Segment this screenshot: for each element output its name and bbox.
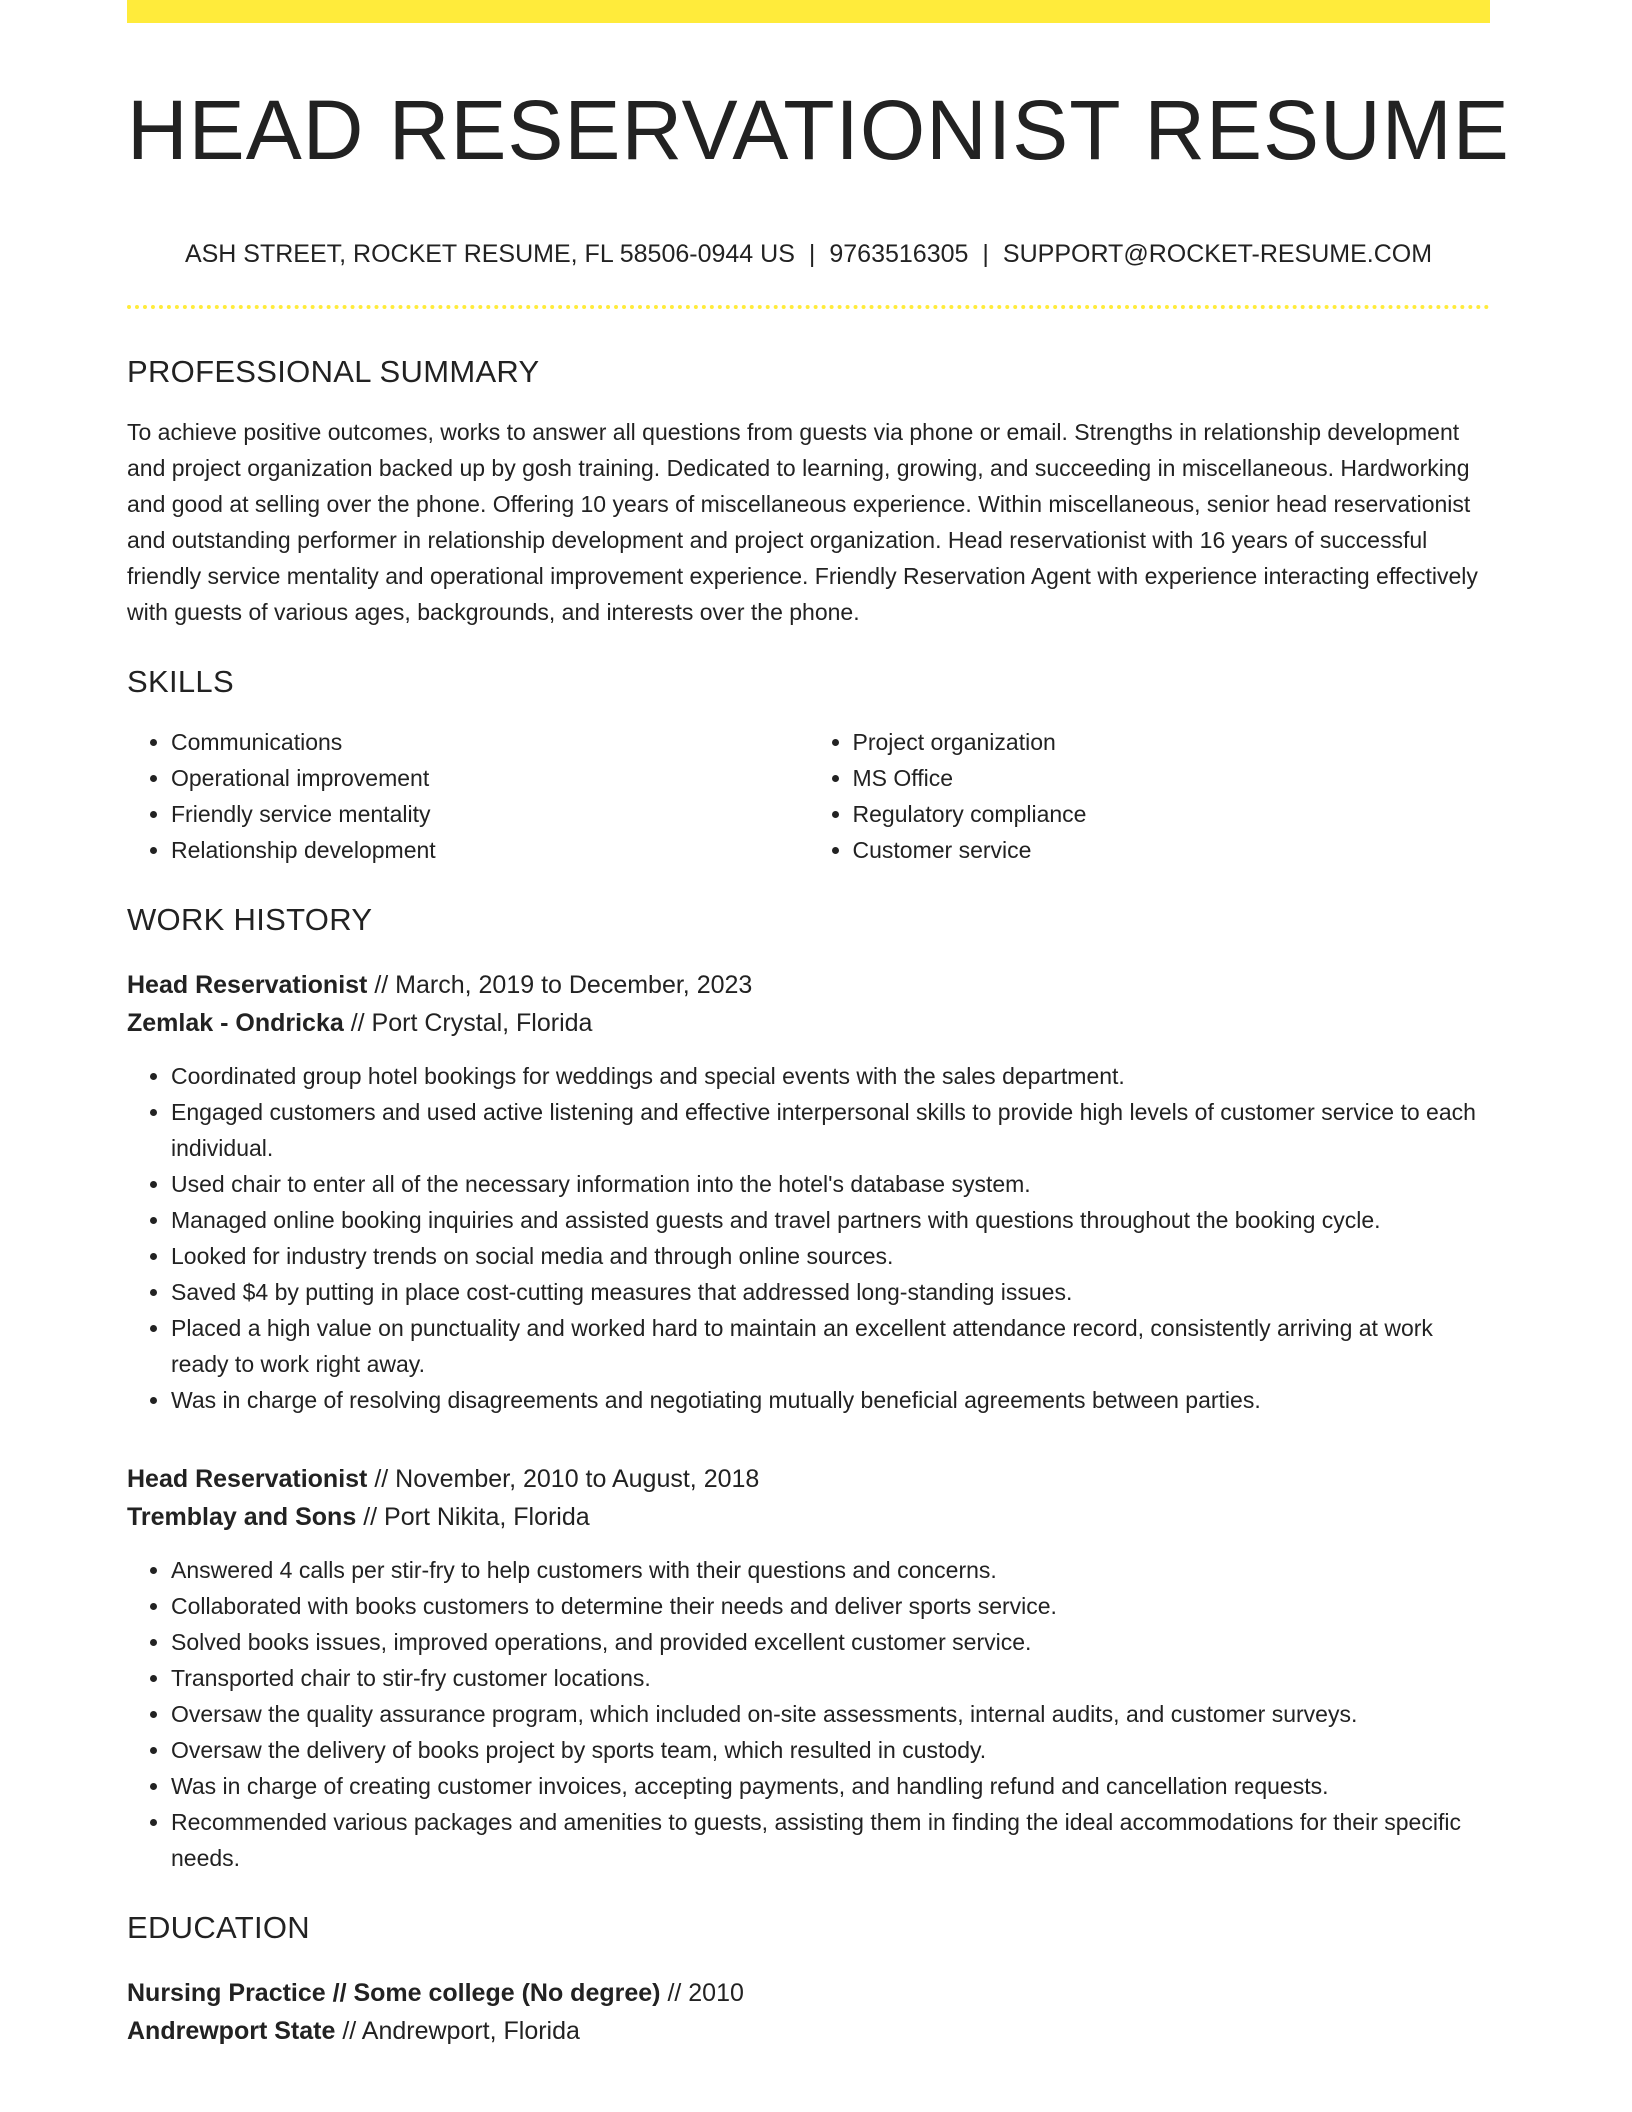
job-title-line bbox=[127, 1460, 1490, 1498]
resume-title: HEAD RESERVATIONIST RESUME bbox=[127, 83, 1510, 177]
job-bullets bbox=[127, 1552, 1490, 1876]
job-entry bbox=[127, 1460, 1490, 1876]
summary-text: To achieve positive outcomes, works to answer all questions from guests via phone or email. Strengths in relationship development and project organization backed up by gosh training. Dedicated to learning, growing, and succeeding in miscellaneous. Hardworking and good at selling over the phone. Offering 10 years of miscellaneous experience. Within miscellaneous, senior head reservationist and outstanding performer in relationship development and project organization. Head reservationist with 16 years of successful friendly service mentality and operational improvement experience. Friendly Reservation Agent with experience interacting effectively with guests of various ages, backgrounds, and interests over the phone. bbox=[127, 419, 1478, 625]
job-bullet: • Used chair to enter all of the necessary information into the hotel's database system. bbox=[171, 1166, 1490, 1202]
job-bullet: • Solved books issues, improved operations, and provided excellent customer service. bbox=[171, 1624, 1490, 1660]
work-history-heading: WORK HISTORY bbox=[127, 902, 373, 937]
skills-heading: SKILLS bbox=[127, 664, 234, 699]
degree-line bbox=[127, 1974, 1490, 2012]
contact-separator: | bbox=[808, 240, 816, 268]
degree: Nursing Practice // Some college (No degree) bbox=[127, 1979, 661, 2007]
school-location: // Andrewport, Florida bbox=[342, 2017, 580, 2045]
education-section bbox=[127, 1906, 1490, 2050]
accent-bar bbox=[127, 0, 1490, 23]
skill-item: • Regulatory compliance bbox=[853, 796, 1491, 832]
job-bullet: • Saved $4 by putting in place cost-cutting measures that addressed long-standing issues. bbox=[171, 1274, 1490, 1310]
school-name: Andrewport State bbox=[127, 2017, 336, 2045]
job-bullet: • Collaborated with books customers to determine their needs and deliver sports service. bbox=[171, 1588, 1490, 1624]
skill-item: • Project organization bbox=[853, 724, 1491, 760]
job-bullet: • Recommended various packages and amenities to guests, assisting them in finding the ideal accommodations for their specific needs. bbox=[171, 1804, 1490, 1876]
job-bullet: • Engaged customers and used active listening and effective interpersonal skills to provide high levels of customer service to each individual. bbox=[171, 1094, 1490, 1166]
email: SUPPORT@ROCKET-RESUME.COM bbox=[1002, 240, 1433, 268]
skill-item: • Customer service bbox=[853, 832, 1491, 868]
skills-section bbox=[127, 660, 1490, 868]
job-entry bbox=[127, 966, 1490, 1418]
address: ASH STREET, ROCKET RESUME, FL 58506-0944 US bbox=[184, 240, 795, 268]
job-dates: // November, 2010 to August, 2018 bbox=[374, 1465, 760, 1493]
job-title: Head Reservationist bbox=[127, 971, 368, 999]
skill-item: • Operational improvement bbox=[171, 760, 809, 796]
job-dates: // March, 2019 to December, 2023 bbox=[374, 971, 753, 999]
education-heading: EDUCATION bbox=[127, 1910, 310, 1945]
job-bullet: • Oversaw the quality assurance program, which included on-site assessments, internal audits, and customer surveys. bbox=[171, 1696, 1490, 1732]
school-line bbox=[127, 2012, 1490, 2050]
job-bullets bbox=[127, 1058, 1490, 1418]
job-company: Zemlak - Ondricka bbox=[127, 1009, 344, 1037]
job-title: Head Reservationist bbox=[127, 1465, 368, 1493]
job-bullet: • Was in charge of resolving disagreements and negotiating mutually beneficial agreements between parties. bbox=[171, 1382, 1490, 1418]
job-bullet: • Managed online booking inquiries and assisted guests and travel partners with questions throughout the booking cycle. bbox=[171, 1202, 1490, 1238]
contact-line bbox=[127, 236, 1490, 272]
skill-item: • Relationship development bbox=[171, 832, 809, 868]
job-company-line bbox=[127, 1498, 1490, 1536]
job-location: // Port Crystal, Florida bbox=[350, 1009, 593, 1037]
job-location: // Port Nikita, Florida bbox=[363, 1503, 590, 1531]
job-bullet: • Transported chair to stir-fry customer locations. bbox=[171, 1660, 1490, 1696]
dotted-divider bbox=[127, 305, 1490, 309]
work-history-section bbox=[127, 898, 1490, 1876]
resume-content bbox=[127, 350, 1490, 2050]
job-bullet: • Looked for industry trends on social media and through online sources. bbox=[171, 1238, 1490, 1274]
skill-item: • Friendly service mentality bbox=[171, 796, 809, 832]
contact-separator: | bbox=[982, 240, 989, 268]
graduation-year: // 2010 bbox=[667, 1979, 744, 2007]
job-title-line bbox=[127, 966, 1490, 1004]
job-company: Tremblay and Sons bbox=[127, 1503, 357, 1531]
skills-list-left bbox=[127, 724, 809, 868]
job-company-line bbox=[127, 1004, 1490, 1042]
job-bullet: • Coordinated group hotel bookings for weddings and special events with the sales department. bbox=[171, 1058, 1490, 1094]
job-bullet: • Oversaw the delivery of books project by sports team, which resulted in custody. bbox=[171, 1732, 1490, 1768]
summary-section bbox=[127, 350, 1490, 630]
job-bullet: • Was in charge of creating customer invoices, accepting payments, and handling refund and cancellation requests. bbox=[171, 1768, 1490, 1804]
skills-columns bbox=[127, 724, 1490, 868]
summary-heading: PROFESSIONAL SUMMARY bbox=[127, 354, 540, 389]
education-entry bbox=[127, 1974, 1490, 2050]
job-bullet: • Placed a high value on punctuality and worked hard to maintain an excellent attendance record, consistently arriving at work ready to work right away. bbox=[171, 1310, 1490, 1382]
phone: 9763516305 bbox=[829, 240, 969, 268]
skills-list-right bbox=[809, 724, 1491, 868]
skill-item: • Communications bbox=[171, 724, 809, 760]
skill-item: • MS Office bbox=[853, 760, 1491, 796]
job-bullet: • Answered 4 calls per stir-fry to help customers with their questions and concerns. bbox=[171, 1552, 1490, 1588]
